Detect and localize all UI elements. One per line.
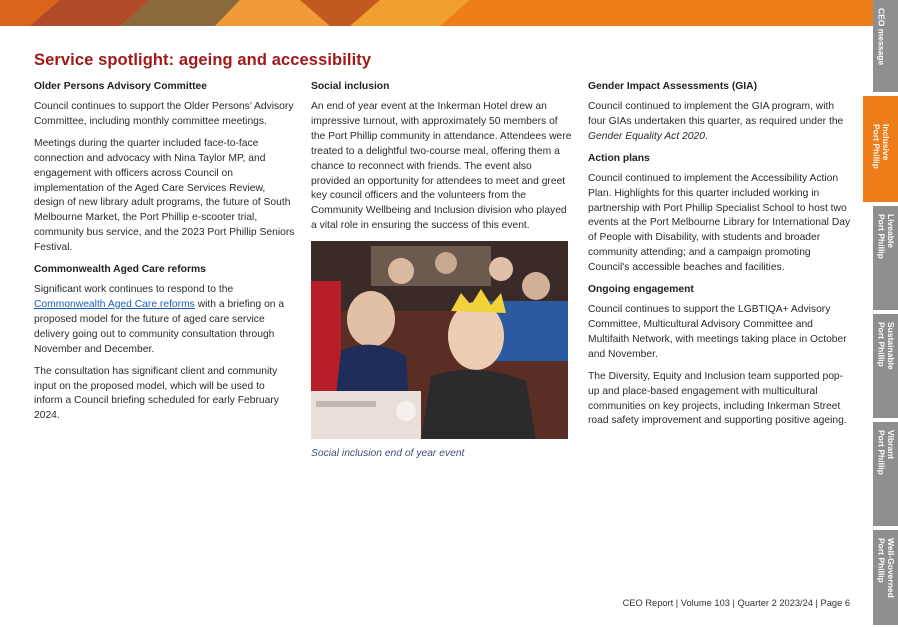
heading-social-inclusion: Social inclusion [311, 81, 390, 92]
page-footer: CEO Report | Volume 103 | Quarter 2 2023/24 | Page 6 [622, 598, 850, 608]
tab-label: Liveable Port Phillip [876, 214, 896, 259]
heading-action-plans: Action plans [588, 152, 650, 164]
tab-label: Well-Governed Port Phillip [876, 538, 896, 598]
photo-caption: Social inclusion end of year event [311, 448, 465, 460]
heading-older-persons-committee: Older Persons Advisory Committee [34, 81, 208, 92]
paragraph [34, 283, 296, 358]
tab-label: CEO message [876, 8, 887, 66]
tab-ceo-message[interactable] [873, 0, 898, 94]
section-tabs [873, 0, 898, 627]
paragraph: The consultation has significant client and community input on the proposed model, which will be used to inform a Council briefing scheduled for early February 2024. [34, 365, 279, 422]
heading-aged-care-reforms: Commonwealth Aged Care reforms [34, 264, 206, 276]
text: Council continued to implement the GIA program, with four GIAs undertaken this quarter, as required under the [588, 101, 844, 127]
text: . [704, 130, 708, 142]
heading-gender-impact: Gender Impact Assessments (GIA) [588, 81, 757, 92]
column-left [34, 80, 296, 431]
event-photo [311, 241, 568, 439]
page-title: Service spotlight: ageing and accessibility [34, 51, 372, 69]
tab-label: Vibrant Port Phillip [876, 430, 896, 475]
tab-inclusive-port-phillip[interactable] [863, 96, 898, 204]
tab-sustainable-port-phillip[interactable] [873, 314, 898, 420]
paragraph: Council continues to support the Older Persons’ Advisory Committee, including monthly committee meetings. [34, 101, 294, 127]
decorative-banner [0, 0, 873, 26]
act-title: Gender Equality Act 2020 [588, 130, 705, 142]
tab-liveable-port-phillip[interactable] [873, 206, 898, 312]
heading-ongoing-engagement: Ongoing engagement [588, 284, 694, 296]
tab-label: Sustainable Port Phillip [876, 322, 896, 370]
text: with a briefing on a proposed model for the future of aged care service delivery going out to community consultation through November and December. [34, 298, 285, 355]
paragraph: Council continued to implement the Accessibility Action Plan. Highlights for this quarter included working in partnership with Port Phillip Specialist School to host two events at the Port Melbourne Library for International Day of People with Disability, with students and broader community attending; and a campaign promoting Council's accessible beaches and facilities. [588, 172, 851, 274]
tab-vibrant-port-phillip[interactable] [873, 422, 898, 528]
paragraph: Council continues to support the LGBTIQA+ Advisory Committee, Multicultural Advisory Committee and Multifaith Network, with meetings taking place in October and November. [588, 304, 847, 360]
paragraph: An end of year event at the Inkerman Hotel drew an impressive turnout, with approximately 50 members of the Port Phillip community in attendance. Attendees were treated to a delightful two-course meal, offering them a chance to reconnect with friends. The event also provided an opportunity for attendees to meet and greet key council officers and the volunteers from the Community Wellbeing and Inclusion division who played a vital role in ensuring the success of this event. [311, 101, 572, 232]
paragraph: The Diversity, Equity and Inclusion team supported pop-up and place-based engagement with multicultural communities on key projects, including Inkerman Street road safety improvement and supporting positive ageing. [588, 370, 847, 427]
text: Significant work continues to respond to the [34, 284, 234, 296]
paragraph: Meetings during the quarter included face-to-face connection and advocacy with Nina Taylor MP, and engagement with officers across Council on implementation of the Aged Care Services Review, design of new library adult programs, the future of South Melbourne Market, the Port Phillip e-scooter trial, community bus service, and the 2023 Port Phillip Seniors Festival. [34, 137, 295, 254]
aged-care-reforms-link[interactable]: Commonwealth Aged Care reforms [34, 298, 195, 310]
tab-label: Inclusive Port Phillip [871, 124, 891, 169]
column-middle [311, 80, 573, 459]
column-right [588, 80, 852, 436]
paragraph [588, 100, 852, 145]
tab-well-governed-port-phillip[interactable] [873, 530, 898, 627]
